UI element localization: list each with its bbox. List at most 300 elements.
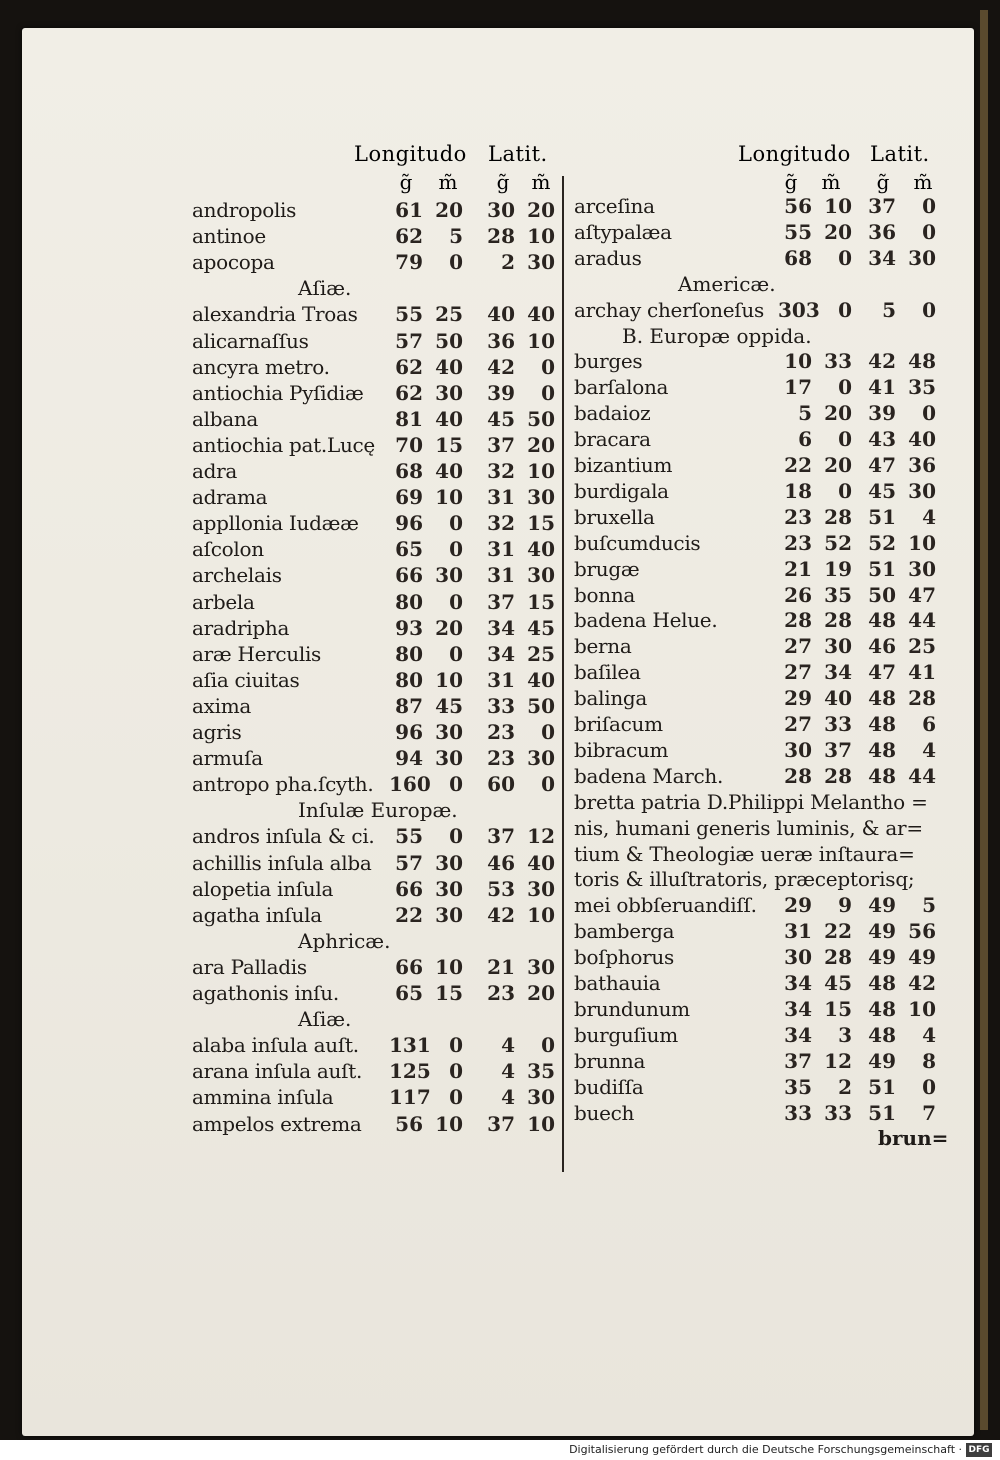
longitude-degrees: 65 (395, 981, 423, 1005)
latitude-degrees: 43 (868, 427, 896, 452)
table-row (192, 407, 561, 433)
latitude-minutes: 30 (527, 1085, 555, 1110)
place-name: archay cherſoneſus (574, 297, 764, 322)
unit-degrees: g̃ (496, 170, 510, 194)
longitude-degrees: 33 (784, 1100, 812, 1125)
latitude-minutes: 40 (527, 537, 555, 562)
latitude-minutes: 20 (527, 198, 555, 222)
table-row (574, 997, 942, 1023)
latitude-minutes: 0 (541, 772, 555, 797)
place-name: albana (192, 406, 259, 431)
longitude-minutes: 0 (449, 1059, 463, 1084)
longitude-degrees: 30 (784, 945, 812, 970)
longitude-minutes: 50 (435, 328, 463, 353)
longitude-degrees: 30 (784, 737, 812, 762)
longitude-minutes: 15 (824, 996, 852, 1021)
table-row (192, 877, 561, 903)
table-row (574, 479, 942, 505)
latitude-degrees: 5 (882, 297, 896, 322)
latitude-degrees: 39 (487, 380, 515, 405)
longitude-degrees: 303 (778, 297, 820, 322)
longitude-minutes: 30 (435, 720, 463, 744)
section-heading: Aphricæ. (298, 928, 391, 953)
latitude-minutes: 40 (908, 427, 936, 452)
latitude-degrees: 34 (487, 615, 515, 640)
table-row (192, 824, 561, 850)
latitude-minutes: 30 (908, 245, 936, 270)
latitude-minutes: 44 (908, 608, 936, 633)
table-row (574, 349, 942, 375)
longitude-minutes: 0 (449, 641, 463, 666)
table-row (574, 298, 942, 324)
place-name: boſphorus (574, 945, 674, 970)
latitude-minutes: 10 (527, 459, 555, 483)
longitude-degrees: 28 (784, 608, 812, 633)
longitude-degrees: 69 (395, 485, 423, 510)
table-row (192, 302, 561, 328)
longitude-minutes: 0 (838, 375, 852, 400)
latitude-minutes: 35 (908, 375, 936, 400)
latitude-minutes: 30 (527, 746, 555, 771)
latitude-degrees: 36 (868, 219, 896, 244)
place-name: barſalona (574, 375, 669, 400)
table-row (574, 634, 942, 660)
latitude-degrees: 49 (868, 945, 896, 970)
latitude-minutes: 49 (908, 945, 936, 970)
table-row (574, 1075, 942, 1101)
latitude-minutes: 0 (922, 219, 936, 244)
longitude-degrees: 34 (784, 971, 812, 995)
longitude-degrees: 26 (784, 582, 812, 607)
longitude-degrees: 10 (784, 349, 812, 374)
latitude-minutes: 40 (527, 667, 555, 692)
place-name: briſacum (574, 712, 663, 736)
longitude-minutes: 37 (824, 737, 852, 762)
longitude-minutes: 28 (824, 763, 852, 788)
longitude-degrees: 160 (389, 772, 431, 797)
longitude-minutes: 20 (435, 615, 463, 640)
place-name: armuſa (192, 746, 263, 771)
left-header-latit: Latit. (488, 142, 548, 166)
latitude-minutes: 0 (541, 1033, 555, 1058)
right-header-latit: Latit. (870, 142, 930, 166)
place-name: arbela (192, 589, 255, 614)
place-name: bamberga (574, 919, 675, 944)
longitude-degrees: 131 (389, 1033, 431, 1058)
longitude-degrees: 17 (784, 375, 812, 400)
place-name: arana inſula auſt. (192, 1059, 363, 1084)
latitude-minutes: 20 (527, 981, 555, 1005)
table-row (192, 1085, 561, 1111)
latitude-degrees: 48 (868, 686, 896, 711)
table-row (574, 738, 942, 764)
footer-credit: Digitalisierung gefördert durch die Deutsche Forschungsgemeinschaft · (569, 1443, 962, 1456)
place-name: antropo pha.ſcyth. (192, 772, 374, 797)
latitude-minutes: 40 (527, 302, 555, 327)
longitude-minutes: 28 (824, 504, 852, 529)
place-name: bruxella (574, 504, 655, 529)
latitude-degrees: 37 (487, 1111, 515, 1136)
table-row (574, 220, 942, 246)
longitude-degrees: 62 (395, 354, 423, 379)
table-row (574, 764, 942, 790)
longitude-degrees: 22 (395, 902, 423, 927)
table-row (192, 329, 561, 355)
longitude-minutes: 20 (824, 219, 852, 244)
latitude-minutes: 10 (527, 328, 555, 353)
latitude-degrees: 53 (487, 876, 515, 901)
latitude-minutes: 30 (527, 250, 555, 275)
latitude-degrees: 51 (868, 1074, 896, 1099)
longitude-degrees: 55 (395, 824, 423, 849)
longitude-degrees: 34 (784, 1022, 812, 1047)
latitude-degrees: 28 (487, 224, 515, 249)
longitude-degrees: 22 (784, 453, 812, 477)
table-row (574, 1049, 942, 1075)
latitude-minutes: 47 (908, 582, 936, 607)
longitude-degrees: 35 (784, 1074, 812, 1099)
place-name: apocopa (192, 250, 275, 275)
section-heading: B. Europæ oppida. (622, 323, 812, 348)
place-name: bizantium (574, 453, 673, 477)
longitude-minutes: 0 (449, 589, 463, 614)
latitude-minutes: 30 (908, 556, 936, 581)
latitude-degrees: 34 (868, 245, 896, 270)
latitude-degrees: 39 (868, 401, 896, 426)
latitude-minutes: 44 (908, 763, 936, 788)
longitude-degrees: 68 (784, 245, 812, 270)
unit-minutes: m̃ (438, 170, 458, 194)
place-name: balinga (574, 686, 648, 711)
longitude-degrees: 29 (784, 686, 812, 711)
longitude-minutes: 0 (838, 478, 852, 503)
table-row (574, 945, 942, 971)
table-row (192, 851, 561, 877)
table-row (574, 712, 942, 738)
unit-minutes: m̃ (531, 170, 551, 194)
longitude-degrees: 80 (395, 641, 423, 666)
latitude-minutes: 30 (527, 954, 555, 979)
table-row (574, 194, 942, 220)
latitude-degrees: 40 (487, 302, 515, 327)
latitude-degrees: 31 (487, 563, 515, 588)
longitude-degrees: 93 (395, 615, 423, 640)
latitude-minutes: 0 (541, 354, 555, 379)
longitude-degrees: 94 (395, 746, 423, 771)
latitude-degrees: 49 (868, 893, 896, 918)
longitude-minutes: 0 (449, 772, 463, 797)
latitude-degrees: 60 (487, 772, 515, 797)
longitude-degrees: 70 (395, 432, 423, 457)
place-name: buſcumducis (574, 530, 701, 555)
latitude-degrees: 46 (487, 850, 515, 875)
latitude-degrees: 47 (868, 660, 896, 685)
latitude-minutes: 4 (922, 1022, 936, 1047)
book-edge (980, 10, 988, 1430)
right-header-longitudo: Longitudo (738, 142, 851, 166)
latitude-degrees: 31 (487, 485, 515, 510)
latitude-minutes: 20 (527, 432, 555, 457)
section-heading: Inſulæ Europæ. (298, 798, 458, 823)
place-name: achillis inſula alba (192, 850, 372, 875)
place-name: antinoe (192, 224, 266, 249)
latitude-minutes: 30 (527, 563, 555, 588)
longitude-minutes: 40 (435, 459, 463, 483)
place-name: alexandria Troas (192, 302, 358, 327)
place-name: agathonis inſu. (192, 981, 339, 1005)
longitude-minutes: 40 (435, 406, 463, 431)
table-row (192, 1033, 561, 1059)
place-name: agris (192, 720, 242, 744)
longitude-minutes: 10 (435, 1111, 463, 1136)
latitude-degrees: 48 (868, 608, 896, 633)
longitude-degrees: 27 (784, 712, 812, 736)
longitude-minutes: 33 (824, 349, 852, 374)
latitude-minutes: 36 (908, 453, 936, 477)
latitude-minutes: 0 (922, 401, 936, 426)
latitude-degrees: 41 (868, 375, 896, 400)
section-heading: Aſiæ. (298, 1007, 352, 1032)
place-name: badena Helue. (574, 608, 718, 633)
latitude-minutes: 30 (527, 876, 555, 901)
longitude-degrees: 55 (784, 219, 812, 244)
longitude-minutes: 5 (449, 224, 463, 249)
longitude-degrees: 28 (784, 763, 812, 788)
longitude-minutes: 33 (824, 712, 852, 736)
place-name: andropolis (192, 198, 297, 222)
longitude-minutes: 30 (435, 876, 463, 901)
longitude-degrees: 81 (395, 406, 423, 431)
table-row (574, 505, 942, 531)
place-name: aræ Herculis (192, 641, 322, 666)
place-name: baſilea (574, 660, 641, 685)
latitude-degrees: 46 (868, 634, 896, 659)
latitude-minutes: 0 (922, 297, 936, 322)
prose-line: tium & Theologiæ ueræ inſtaura= (574, 841, 915, 866)
latitude-minutes: 10 (527, 1111, 555, 1136)
latitude-minutes: 4 (922, 737, 936, 762)
latitude-minutes: 15 (527, 511, 555, 536)
table-row (192, 981, 561, 1007)
latitude-minutes: 41 (908, 660, 936, 685)
place-name: burdigala (574, 478, 669, 503)
table-row (574, 660, 942, 686)
latitude-degrees: 48 (868, 712, 896, 736)
latitude-degrees: 48 (868, 763, 896, 788)
longitude-degrees: 18 (784, 478, 812, 503)
latitude-degrees: 30 (487, 198, 515, 222)
longitude-minutes: 0 (838, 245, 852, 270)
latitude-minutes: 12 (527, 824, 555, 849)
latitude-minutes: 48 (908, 349, 936, 374)
longitude-minutes: 19 (824, 556, 852, 581)
section-heading: Aſiæ. (298, 276, 352, 301)
longitude-minutes: 35 (824, 582, 852, 607)
unit-degrees: g̃ (399, 170, 413, 194)
longitude-minutes: 0 (449, 1033, 463, 1058)
latitude-minutes: 10 (527, 902, 555, 927)
longitude-degrees: 80 (395, 589, 423, 614)
place-name: aradripha (192, 615, 290, 640)
longitude-minutes: 33 (824, 1100, 852, 1125)
place-name: badaioz (574, 401, 651, 426)
place-name: alaba inſula auſt. (192, 1033, 359, 1058)
catchword: brun= (878, 1126, 949, 1150)
table-row (192, 563, 561, 589)
latitude-degrees: 50 (868, 582, 896, 607)
longitude-minutes: 9 (838, 893, 852, 918)
latitude-minutes: 56 (908, 919, 936, 944)
latitude-minutes: 0 (922, 194, 936, 218)
longitude-minutes: 40 (824, 686, 852, 711)
place-name: brunna (574, 1048, 646, 1073)
longitude-minutes: 0 (449, 824, 463, 849)
longitude-minutes: 10 (435, 485, 463, 510)
place-name: antiochia pat.Lucę (192, 432, 375, 457)
longitude-degrees: 56 (395, 1111, 423, 1136)
latitude-degrees: 36 (487, 328, 515, 353)
longitude-minutes: 45 (824, 971, 852, 995)
longitude-minutes: 28 (824, 945, 852, 970)
longitude-degrees: 80 (395, 667, 423, 692)
longitude-minutes: 0 (449, 1085, 463, 1110)
table-row (192, 746, 561, 772)
place-name: ampelos extrema (192, 1111, 362, 1136)
longitude-degrees: 66 (395, 563, 423, 588)
longitude-degrees: 6 (798, 427, 812, 452)
latitude-degrees: 37 (868, 194, 896, 218)
latitude-degrees: 42 (487, 354, 515, 379)
longitude-minutes: 20 (824, 401, 852, 426)
place-name: brugæ (574, 556, 640, 581)
longitude-minutes: 30 (435, 563, 463, 588)
table-row (192, 511, 561, 537)
place-name: ara Palladis (192, 954, 307, 979)
latitude-minutes: 10 (908, 996, 936, 1021)
prose-line: toris & illuſtratoris, præceptorisq; (574, 867, 915, 892)
latitude-minutes: 7 (922, 1100, 936, 1125)
latitude-degrees: 48 (868, 737, 896, 762)
prose-line: bretta patria D.Philippi Melantho = (574, 789, 928, 814)
longitude-minutes: 0 (838, 297, 852, 322)
place-name: aſcolon (192, 537, 264, 562)
latitude-degrees: 34 (487, 641, 515, 666)
latitude-degrees: 48 (868, 971, 896, 995)
latitude-minutes: 15 (527, 589, 555, 614)
place-name: burguſium (574, 1022, 678, 1047)
place-name: mei obbſeruandiſſ. (574, 893, 757, 918)
left-header-longitudo: Longitudo (354, 142, 467, 166)
latitude-minutes: 50 (527, 406, 555, 431)
place-name: adra (192, 459, 238, 483)
table-row (192, 485, 561, 511)
longitude-degrees: 37 (784, 1048, 812, 1073)
place-name: buech (574, 1100, 635, 1125)
longitude-degrees: 31 (784, 919, 812, 944)
place-name: aradus (574, 245, 642, 270)
longitude-minutes: 20 (824, 453, 852, 477)
place-name: bathauia (574, 971, 661, 995)
latitude-minutes: 45 (527, 615, 555, 640)
table-row (192, 433, 561, 459)
latitude-minutes: 10 (908, 530, 936, 555)
latitude-degrees: 42 (868, 349, 896, 374)
table-row (192, 537, 561, 563)
longitude-degrees: 62 (395, 380, 423, 405)
latitude-minutes: 6 (922, 712, 936, 736)
longitude-minutes: 28 (824, 608, 852, 633)
latitude-degrees: 33 (487, 693, 515, 718)
table-row (192, 381, 561, 407)
latitude-degrees: 31 (487, 537, 515, 562)
table-row (574, 531, 942, 557)
latitude-minutes: 0 (922, 1074, 936, 1099)
latitude-minutes: 30 (527, 485, 555, 510)
longitude-degrees: 117 (389, 1085, 431, 1110)
longitude-degrees: 23 (784, 530, 812, 555)
latitude-degrees: 51 (868, 1100, 896, 1125)
latitude-degrees: 23 (487, 746, 515, 771)
place-name: aſia ciuitas (192, 667, 300, 692)
place-name: adrama (192, 485, 268, 510)
latitude-degrees: 48 (868, 1022, 896, 1047)
place-name: bonna (574, 582, 636, 607)
longitude-degrees: 87 (395, 693, 423, 718)
place-name: archelais (192, 563, 282, 588)
place-name: budiſſa (574, 1074, 644, 1099)
longitude-minutes: 30 (435, 380, 463, 405)
latitude-degrees: 4 (501, 1085, 515, 1110)
place-name: bibracum (574, 737, 669, 762)
table-row (192, 250, 561, 276)
table-row (574, 686, 942, 712)
longitude-minutes: 30 (435, 902, 463, 927)
longitude-degrees: 96 (395, 720, 423, 744)
longitude-degrees: 68 (395, 459, 423, 483)
prose-line: nis, humani generis luminis, & ar= (574, 815, 923, 840)
latitude-degrees: 4 (501, 1033, 515, 1058)
table-row (192, 198, 561, 224)
longitude-degrees: 23 (784, 504, 812, 529)
longitude-degrees: 34 (784, 996, 812, 1021)
latitude-degrees: 51 (868, 504, 896, 529)
place-name: alicarnaſſus (192, 328, 309, 353)
latitude-minutes: 0 (541, 380, 555, 405)
latitude-minutes: 25 (908, 634, 936, 659)
table-row (192, 616, 561, 642)
place-name: berna (574, 634, 632, 659)
latitude-degrees: 37 (487, 432, 515, 457)
longitude-minutes: 0 (449, 250, 463, 275)
place-name: arceſina (574, 194, 655, 218)
longitude-degrees: 27 (784, 634, 812, 659)
place-name: alopetia inſula (192, 876, 334, 901)
latitude-degrees: 21 (487, 954, 515, 979)
longitude-minutes: 10 (435, 954, 463, 979)
unit-minutes: m̃ (913, 170, 933, 194)
longitude-minutes: 10 (824, 194, 852, 218)
latitude-degrees: 4 (501, 1059, 515, 1084)
table-row (574, 1023, 942, 1049)
place-name: badena March. (574, 763, 724, 788)
table-row (574, 583, 942, 609)
place-name: aſtypalæa (574, 219, 672, 244)
latitude-degrees: 32 (487, 511, 515, 536)
longitude-minutes: 0 (838, 427, 852, 452)
dfg-logo: DFG (966, 1443, 992, 1457)
longitude-degrees: 5 (798, 401, 812, 426)
longitude-degrees: 125 (389, 1059, 431, 1084)
